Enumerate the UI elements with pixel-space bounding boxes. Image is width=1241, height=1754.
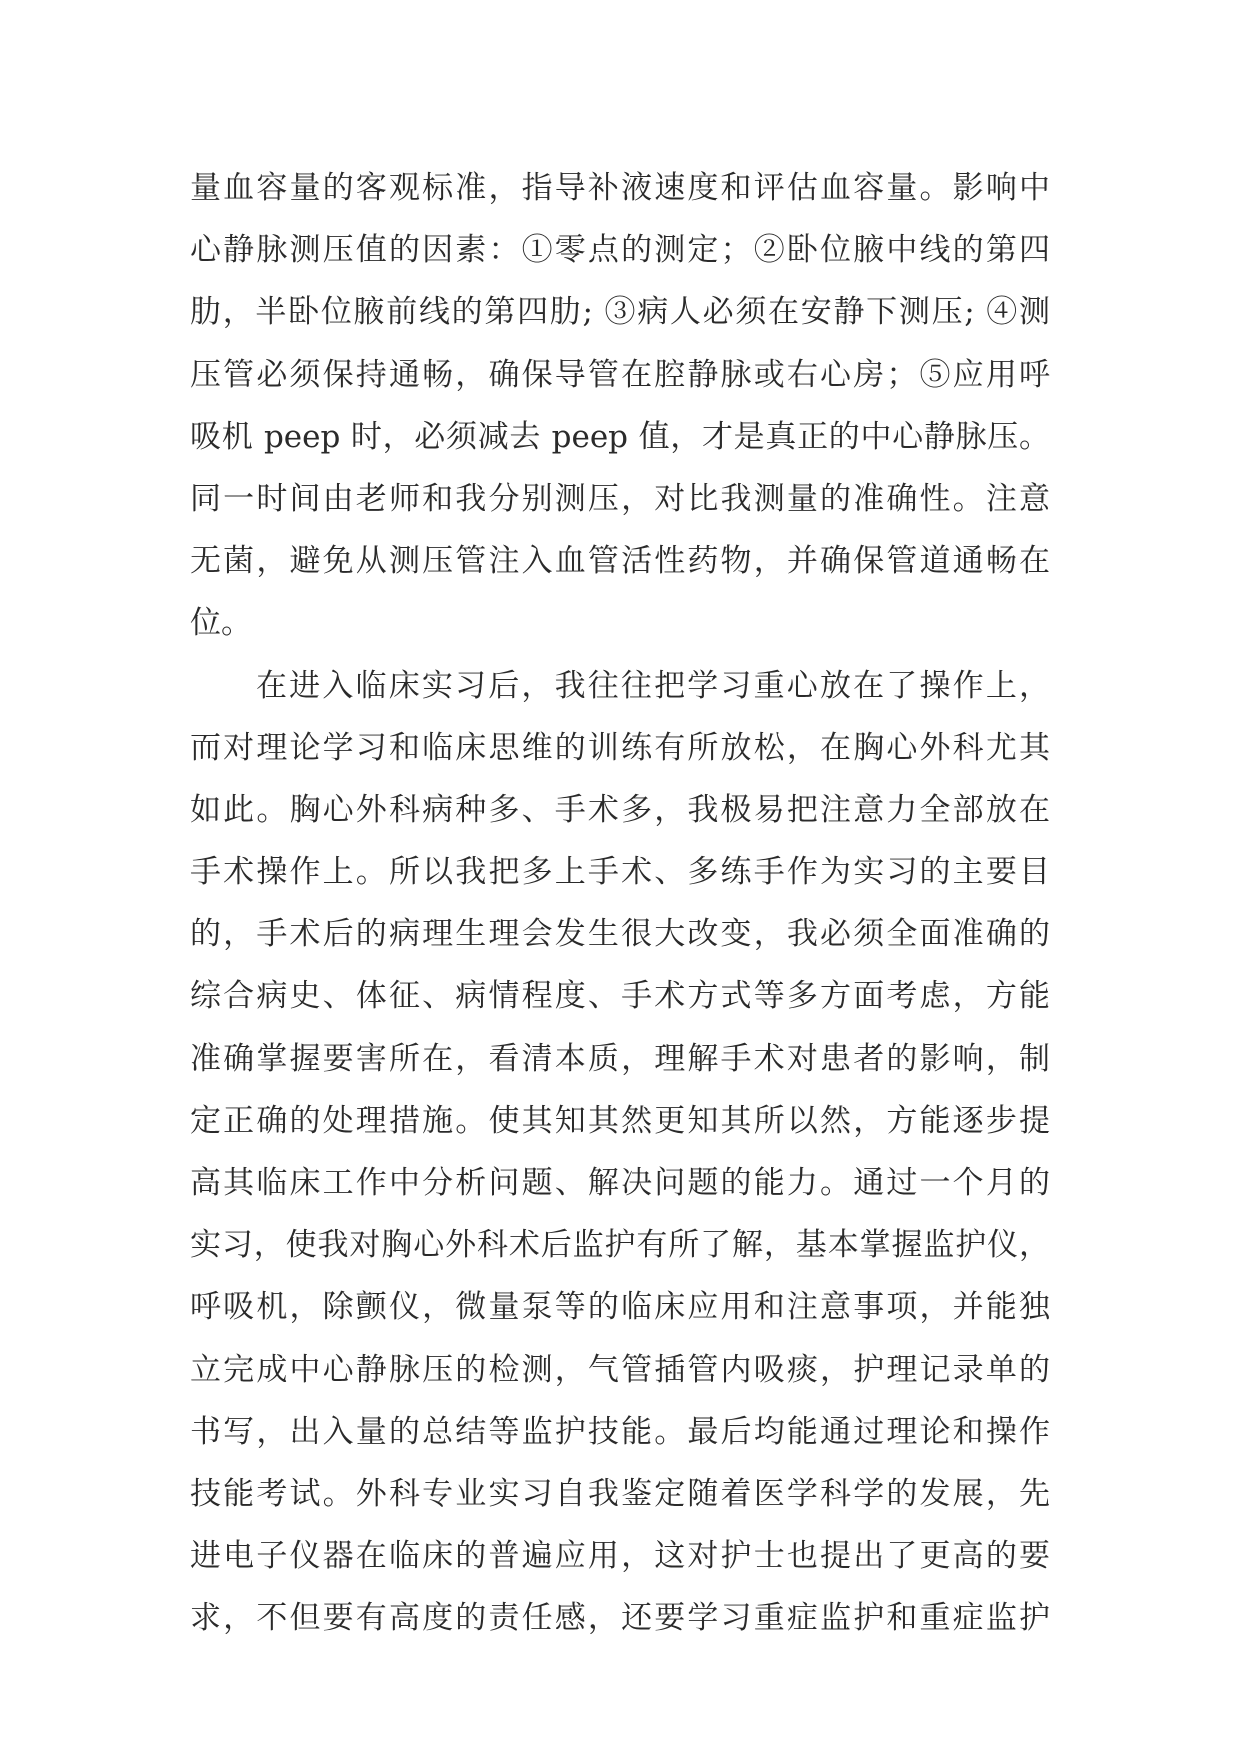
paragraph-2-line: 进电子仪器在临床的普遍应用，这对护士也提出了更高的要	[190, 1538, 1050, 1575]
paragraph-2-line: 求，不但要有高度的责任感，还要学习重症监护和重症监护	[190, 1600, 1050, 1637]
paragraph-1-line: 肋，半卧位腋前线的第四肋; ③病人必须在安静下测压; ④测	[190, 294, 1050, 331]
paragraph-1-line: 压管必须保持通畅，确保导管在腔静脉或右心房；⑤应用呼	[190, 356, 1050, 393]
paragraph-2-line: 综合病史、体征、病情程度、手术方式等多方面考虑，方能	[190, 978, 1050, 1015]
paragraph-2-line: 在进入临床实习后，我往往把学习重心放在了操作上，	[256, 667, 1050, 704]
paragraph-2-line: 而对理论学习和临床思维的训练有所放松，在胸心外科尤其	[190, 729, 1050, 766]
body-text	[190, 157, 1050, 1650]
paragraph-1-line: 无菌，避免从测压管注入血管活性药物，并确保管道通畅在	[190, 543, 1050, 580]
paragraph-1-line: 同一时间由老师和我分别测压，对比我测量的准确性。注意	[190, 480, 1050, 517]
paragraph-1-line: 位。	[190, 605, 252, 642]
paragraph-2-line: 技能考试。外科专业实习自我鉴定随着医学科学的发展，先	[190, 1475, 1050, 1512]
paragraph-2-line: 如此。胸心外科病种多、手术多，我极易把注意力全部放在	[190, 791, 1050, 828]
paragraph-2-line: 高其临床工作中分析问题、解决问题的能力。通过一个月的	[190, 1165, 1050, 1201]
paragraph-2-line: 定正确的处理措施。使其知其然更知其所以然，方能逐步提	[190, 1102, 1050, 1139]
paragraph-1-line: 量血容量的客观标准，指导补液速度和评估血容量。影响中	[190, 170, 1050, 206]
paragraph-2-line: 实习，使我对胸心外科术后监护有所了解，基本掌握监护仪，	[190, 1227, 1050, 1264]
paragraph-2-line: 书写，出入量的总结等监护技能。最后均能通过理论和操作	[190, 1413, 1050, 1450]
paragraph-2-line: 准确掌握要害所在，看清本质，理解手术对患者的影响，制	[190, 1040, 1050, 1077]
paragraph-1-line: 吸机 peep 时，必须减去 peep 值，才是真正的中心静脉压。	[190, 418, 1050, 455]
paragraph-2-line: 的，手术后的病理生理会发生很大改变，我必须全面准确的	[190, 916, 1050, 953]
paragraph-1-line: 心静脉测压值的因素：①零点的测定；②卧位腋中线的第四	[190, 232, 1050, 269]
paragraph-2-line: 呼吸机，除颤仪，微量泵等的临床应用和注意事项，并能独	[190, 1289, 1050, 1326]
paragraph-2-line: 立完成中心静脉压的检测，气管插管内吸痰，护理记录单的	[190, 1351, 1050, 1388]
paragraph-2-line: 手术操作上。所以我把多上手术、多练手作为实习的主要目	[190, 854, 1050, 891]
